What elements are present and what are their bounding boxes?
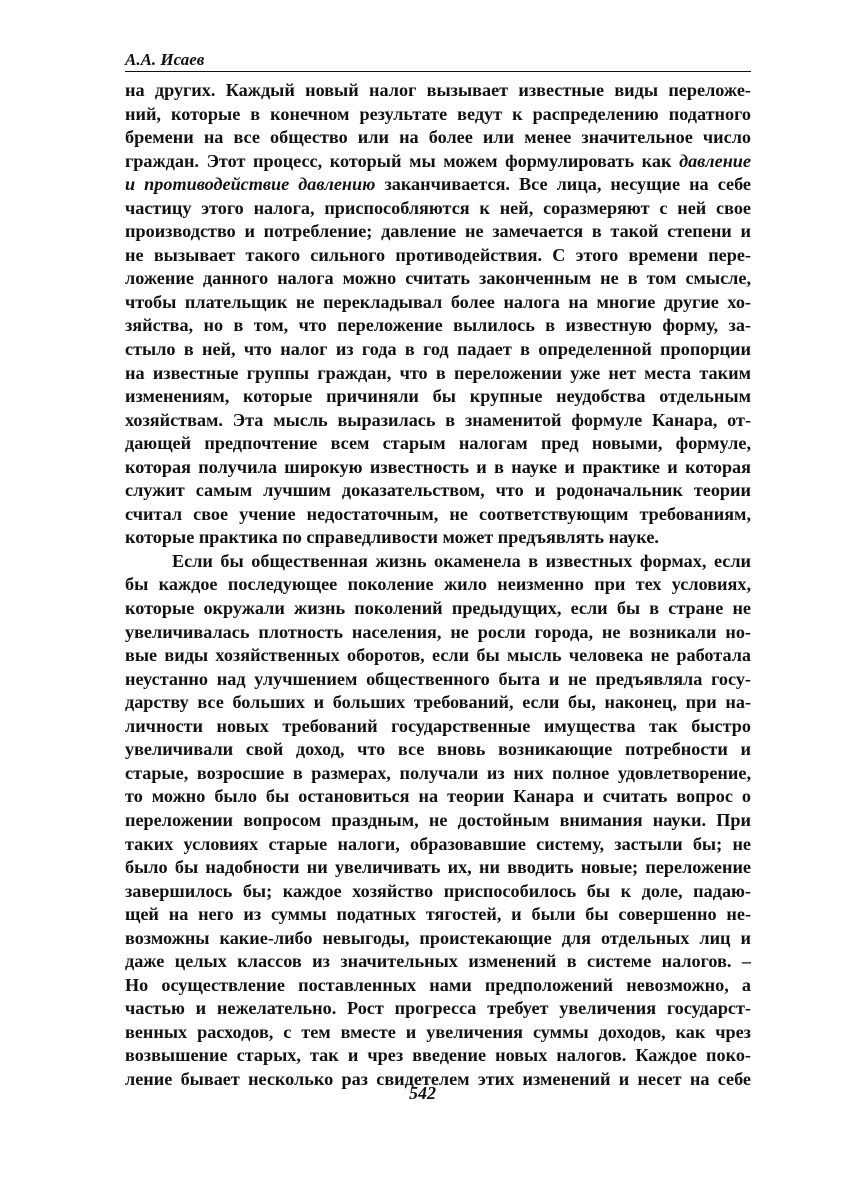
italic-term: и противодействие давлению bbox=[125, 174, 376, 195]
text-line: завершилось бы; каждое хозяйство приспособилось бы к доле, падаю- bbox=[125, 880, 751, 901]
text-line: ложение данного налога можно считать законченным не в том смысле, bbox=[125, 268, 751, 289]
text-line: увеличивали свой доход, что все вновь возникающие потребности и bbox=[125, 739, 751, 760]
text-line: изменениям, которые причиняли бы крупные неудобства отдельным bbox=[125, 386, 751, 407]
text-line bbox=[125, 173, 751, 197]
text-line: которые окружали жизнь поколений предыдущих, если бы в стране не bbox=[125, 598, 751, 619]
text-line: зяйства, но в том, что переложение вылилось в известную форму, за- bbox=[125, 315, 751, 336]
text-line: то можно было бы остановиться на теории Канара и считать вопрос о bbox=[125, 786, 751, 807]
text-line: производство и потребление; давление не замечается в такой степени и bbox=[125, 221, 751, 242]
text-line: ление бывает несколько раз свидетелем этих изменений и несет на себе bbox=[125, 1068, 751, 1089]
text-line: старые, возросшие в размерах, получали из них полное удовлетворение, bbox=[125, 762, 751, 783]
text-line: возвышение старых, так и чрез введение новых налогов. Каждое поко- bbox=[125, 1045, 751, 1066]
text-line: служит самым лучшим доказательством, что и родоначальник теории bbox=[125, 480, 751, 501]
text-line: было бы надобности ни увеличивать их, ни вводить новые; переложение bbox=[125, 857, 751, 878]
text-line: Но осуществление поставленных нами предположений невозможно, а bbox=[125, 974, 751, 995]
text-line: на известные группы граждан, что в переложении уже нет места таким bbox=[125, 362, 751, 383]
text-line: венных расходов, с тем вместе и увеличения суммы доходов, как чрез bbox=[125, 1021, 751, 1042]
text-line: вые виды хозяйственных оборотов, если бы мысль человека не работала bbox=[125, 645, 751, 666]
text-segment: заканчивается. Все лица, несущие на себе bbox=[375, 174, 751, 195]
text-line: чтобы плательщик не перекладывал более налога на многие другие хо- bbox=[125, 291, 751, 312]
body-text bbox=[125, 79, 751, 1092]
text-line: переложении вопросом праздным, не достойным внимания науки. При bbox=[125, 809, 751, 830]
text-line: частью и нежелательно. Рост прогресса требует увеличения государст- bbox=[125, 998, 751, 1019]
running-title: А.А. Исаев bbox=[125, 50, 205, 69]
text-line: Если бы общественная жизнь окаменела в известных формах, если bbox=[172, 550, 751, 571]
text-line: дарству все больших и больших требований, если бы, наконец, при на- bbox=[125, 692, 751, 713]
paragraph-2 bbox=[125, 550, 751, 1092]
text-line: личности новых требований государственные имущества так быстро bbox=[125, 715, 751, 736]
text-line: бремени на все общество или на более или менее значительное число bbox=[125, 127, 751, 148]
running-head bbox=[125, 49, 751, 72]
text-segment: граждан. Этот процесс, который мы можем формулировать как bbox=[125, 150, 680, 171]
text-line: увеличивалась плотность населения, не росли города, не возникали но- bbox=[125, 621, 751, 642]
text-line: таких условиях старые налоги, образовавшие систему, застыли бы; не bbox=[125, 833, 751, 854]
text-line: которая получила широкую известность и в науке и практике и которая bbox=[125, 456, 751, 477]
text-line: щей на него из суммы податных тягостей, и были бы совершенно не- bbox=[125, 904, 751, 925]
text-line: ний, которые в конечном результате ведут к распределению податного bbox=[125, 103, 751, 124]
text-line: не вызывает такого сильного противодействия. С этого времени пере- bbox=[125, 244, 751, 265]
text-line: считал свое учение недостаточным, не соответствующим требованиям, bbox=[125, 503, 751, 524]
text-line: даже целых классов из значительных изменений в системе налогов. – bbox=[125, 951, 751, 972]
text-line: хозяйствам. Эта мысль выразилась в знаменитой формуле Канара, от- bbox=[125, 409, 751, 430]
page-number: 542 bbox=[409, 1083, 436, 1103]
text-line: стыло в ней, что налог из года в год падает в определенной пропорции bbox=[125, 339, 751, 360]
text-line: дающей предпочтение всем старым налогам пред новыми, формуле, bbox=[125, 433, 751, 454]
text-line: бы каждое последующее поколение жило неизменно при тех условиях, bbox=[125, 574, 751, 595]
paragraph-1 bbox=[125, 79, 751, 550]
text-line: возможны какие-либо невыгоды, проистекающие для отдельных лиц и bbox=[125, 927, 751, 948]
text-line bbox=[125, 150, 751, 174]
text-line: на других. Каждый новый налог вызывает известные виды переложе- bbox=[125, 80, 751, 100]
text-line: которые практика по справедливости может предъявлять науке. bbox=[125, 527, 659, 548]
text-line: неустанно над улучшением общественного быта и не предъявляла госу- bbox=[125, 668, 751, 689]
text-line: частицу этого налога, приспособляются к ней, соразмеряют с ней свое bbox=[125, 197, 751, 218]
italic-term: давление bbox=[679, 150, 751, 171]
